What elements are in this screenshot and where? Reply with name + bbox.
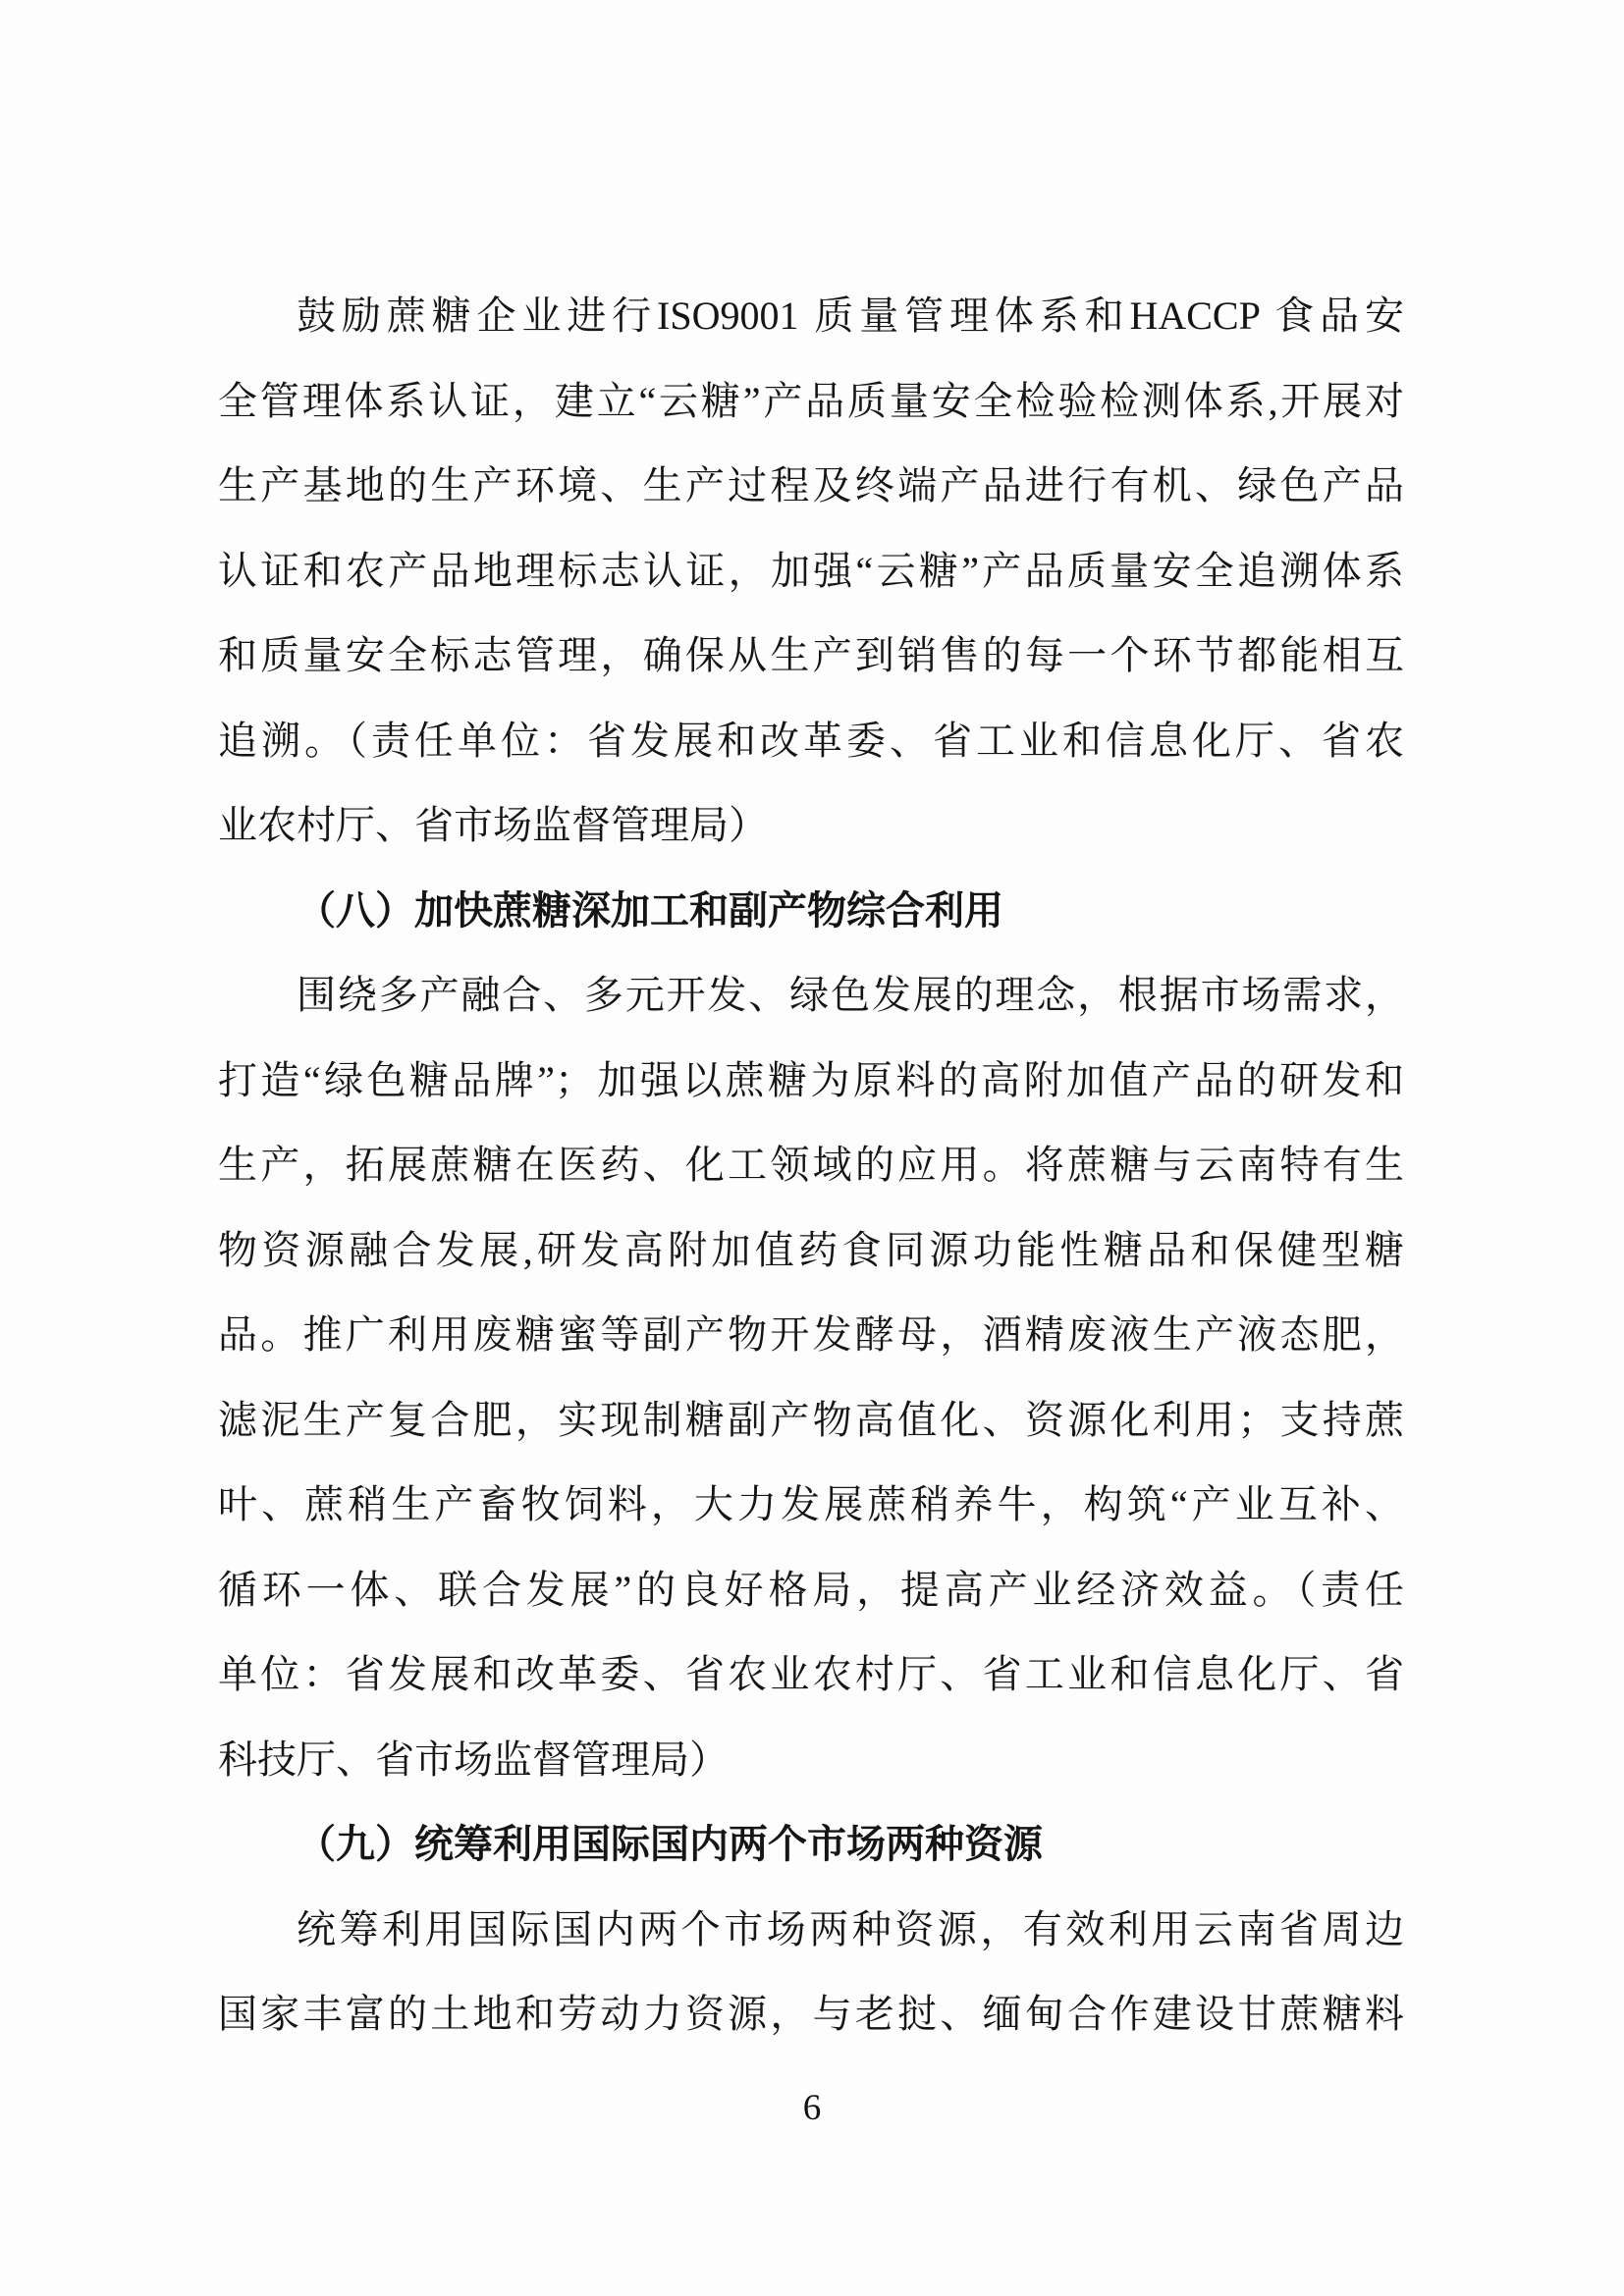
paragraph-line: 打造“绿色糖品牌”；加强以蔗糖为原料的高附加值产品的研发和 <box>218 1057 1404 1102</box>
paragraph-line: 品。推广利用废糖蜜等副产物开发酵母，酒精废液生产液态肥， <box>218 1312 1404 1357</box>
page-number: 6 <box>802 2088 822 2128</box>
paragraph-line: 围绕多产融合、多元开发、绿色发展的理念，根据市场需求， <box>297 973 1404 1017</box>
paragraph-line: 生产基地的生产环境、生产过程及终端产品进行有机、绿色产品 <box>218 463 1404 507</box>
paragraph-line: 全管理体系认证，建立“云糖”产品质量安全检验检测体系,开展对 <box>218 378 1404 423</box>
paragraph-line: 鼓励蔗糖企业进行ISO9001 质量管理体系和HACCP 食品安 <box>297 294 1404 338</box>
paragraph-line: 科技厅、省市场监督管理局） <box>218 1736 729 1782</box>
paragraph-line: 生产，拓展蔗糖在医药、化工领域的应用。将蔗糖与云南特有生 <box>218 1143 1404 1187</box>
document-body <box>218 274 1404 2057</box>
paragraph-line: 物资源融合发展,研发高附加值药食同源功能性糖品和保健型糖 <box>218 1227 1404 1272</box>
paragraph-line: 业农村厅、省市场监督管理局） <box>218 803 768 847</box>
paragraph-line: 统筹利用国际国内两个市场两种资源，有效利用云南省周边 <box>297 1906 1404 1951</box>
section-heading: （九）统筹利用国际国内两个市场两种资源 <box>297 1822 1043 1866</box>
section-heading: （八）加快蔗糖深加工和副产物综合利用 <box>297 887 1003 933</box>
paragraph-line: 循环一体、联合发展”的良好格局，提高产业经济效益。（责任 <box>218 1567 1404 1612</box>
paragraph-line: 认证和农产品地理标志认证，加强“云糖”产品质量安全追溯体系 <box>218 548 1404 593</box>
paragraph-line: 和质量安全标志管理，确保从生产到销售的每一个环节都能相互 <box>218 633 1404 677</box>
paragraph-line: 叶、蔗稍生产畜牧饲料，大力发展蔗稍养牛，构筑“产业互补、 <box>218 1482 1404 1526</box>
paragraph-line: 单位：省发展和改革委、省农业农村厅、省工业和信息化厅、省 <box>218 1652 1404 1696</box>
paragraph-line: 追溯。（责任单位：省发展和改革委、省工业和信息化厅、省农 <box>218 718 1404 763</box>
paragraph-line: 国家丰富的土地和劳动力资源，与老挝、缅甸合作建设甘蔗糖料 <box>218 1992 1404 2036</box>
paragraph-line: 滤泥生产复合肥，实现制糖副产物高值化、资源化利用；支持蔗 <box>218 1397 1404 1442</box>
